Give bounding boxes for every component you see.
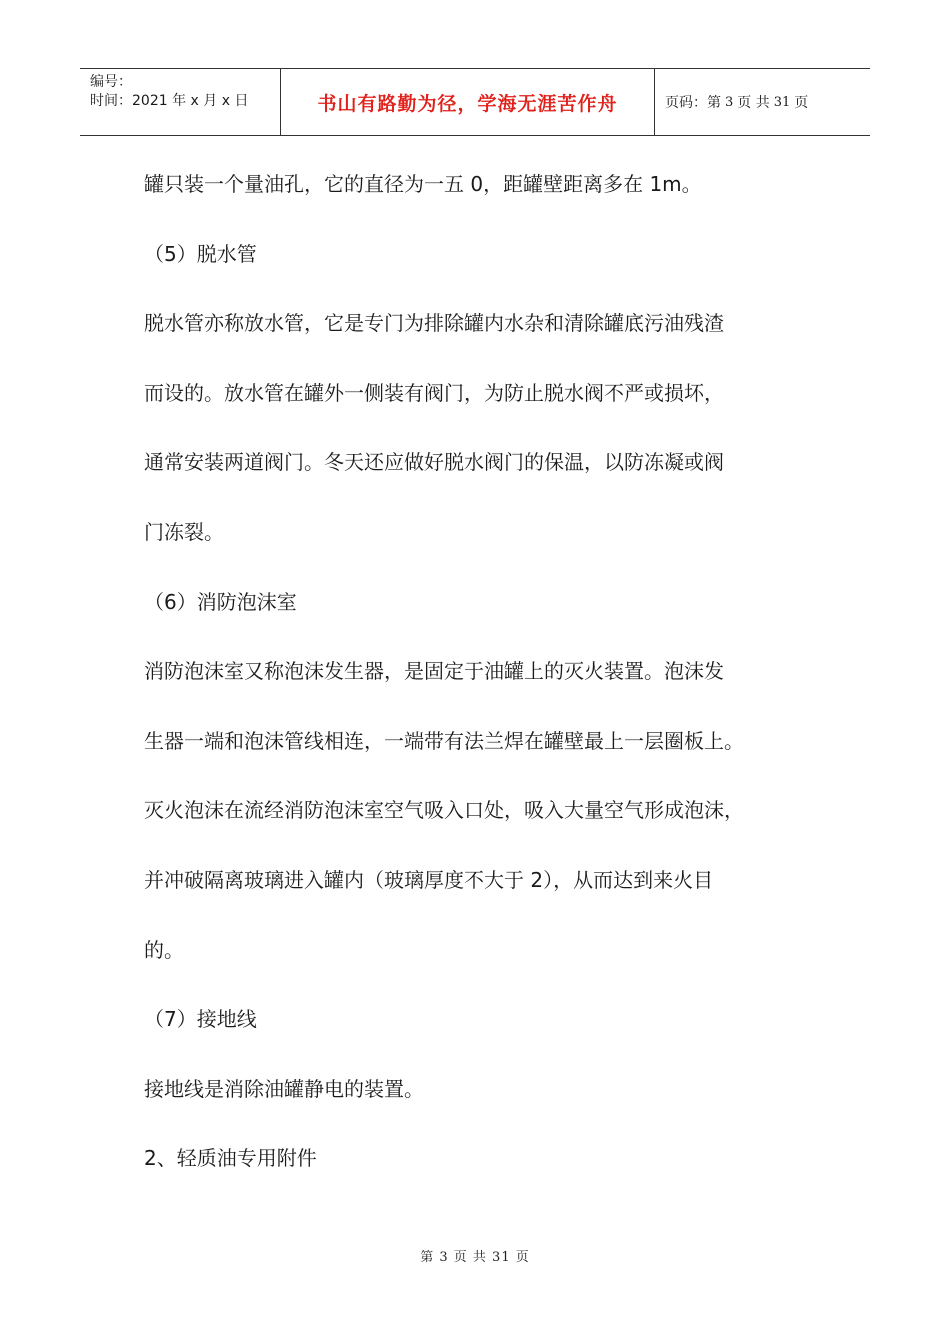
body-line: 生器一端和泡沫管线相连，一端带有法兰焊在罐壁最上一层圈板上。 xyxy=(144,728,744,753)
document-number-label: 编号： xyxy=(90,74,132,90)
body-line: 罐只装一个量油孔，它的直径为一五 0，距罐壁距离多在 1m。 xyxy=(144,172,702,196)
body-line: 的。 xyxy=(144,937,184,962)
body-line: 脱水管亦称放水管，它是专门为排除罐内水杂和清除罐底污油残渣 xyxy=(144,311,724,336)
section-heading: （7）接地线 xyxy=(144,1007,257,1032)
body-line: 灭火泡沫在流经消防泡沫室空气吸入口处，吸入大量空气形成泡沫， xyxy=(144,798,744,823)
body-line: 而设的。放水管在罐外一侧装有阀门，为防止脱水阀不严或损坏， xyxy=(144,380,724,405)
body-line: 并冲破隔离玻璃进入罐内（玻璃厚度不大于 2），从而达到来火目 xyxy=(144,867,714,892)
body-line: 消防泡沫室又称泡沫发生器，是固定于油罐上的灭火装置。泡沫发 xyxy=(144,659,724,684)
page-mid: 页 共 xyxy=(737,95,770,111)
body-line: 通常安装两道阀门。冬天还应做好脱水阀门的保温，以防冻凝或阀 xyxy=(144,450,724,475)
page-suffix: 页 xyxy=(794,95,809,111)
header-page-cell xyxy=(655,69,870,135)
header-meta-cell xyxy=(80,69,281,135)
document-body xyxy=(144,150,824,1194)
page-total: 31 xyxy=(773,94,791,110)
header-motto: 书山有路勤为径，学海无涯苦作舟 xyxy=(317,92,618,115)
section-heading: 2、轻质油专用附件 xyxy=(144,1146,317,1171)
section-heading: （5）脱水管 xyxy=(144,241,257,266)
page-footer: 第 3 页 共 31 页 xyxy=(420,1250,530,1265)
body-line: 接地线是消除油罐静电的装置。 xyxy=(144,1076,424,1101)
section-heading: （6）消防泡沫室 xyxy=(144,589,297,614)
body-line: 门冻裂。 xyxy=(144,519,224,544)
page-current: 3 xyxy=(725,94,734,110)
page-prefix: 页码：第 xyxy=(665,95,721,111)
page-header xyxy=(80,68,870,136)
document-time-label: 时间：2021 年 x 月 x 日 xyxy=(90,93,249,109)
header-motto-cell xyxy=(281,69,655,135)
